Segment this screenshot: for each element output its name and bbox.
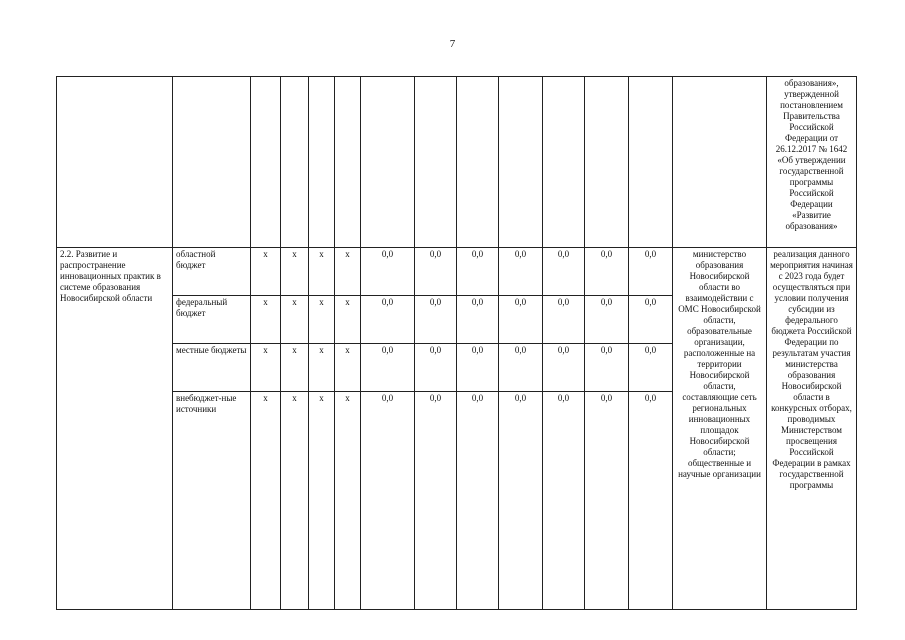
mark-cell: x	[309, 248, 335, 296]
value-cell: 0,0	[543, 248, 585, 296]
item-name-cell: 2.2. Развитие и распространение инновационных практик в системе образования Новосибирской области	[57, 248, 173, 610]
value-cell: 0,0	[585, 344, 629, 392]
funding-source-cell: местные бюджеты	[173, 344, 251, 392]
executor-cell: министерство образования Новосибирской области во взаимодействии с ОМС Новосибирской области, образовательные организации, расположенные на территории Новосибирской области, составляющие сеть региональных инновационных площадок Новосибирской области; общественные и научные организации	[673, 248, 767, 610]
value-cell: 0,0	[361, 392, 415, 610]
mark-cell: x	[251, 392, 281, 610]
value-cell: 0,0	[543, 344, 585, 392]
value-cell: 0,0	[415, 296, 457, 344]
value-cell: 0,0	[361, 296, 415, 344]
value-cell: 0,0	[361, 248, 415, 296]
mark-cell: x	[335, 392, 361, 610]
mark-cell: x	[309, 344, 335, 392]
value-cell: 0,0	[499, 344, 543, 392]
mark-cell: x	[281, 344, 309, 392]
mark-cell: x	[251, 296, 281, 344]
page-number: 7	[449, 38, 456, 50]
mark-cell: x	[281, 248, 309, 296]
continuation-note-cell: образования», утвержденной постановлением Правительства Российской Федерации от 26.12.2017 № 1642 «Об утверждении государственной программы Российской Федерации «Развитие образования»	[767, 77, 857, 248]
value-cell: 0,0	[457, 344, 499, 392]
mark-cell: x	[251, 344, 281, 392]
value-cell: 0,0	[457, 296, 499, 344]
value-cell: 0,0	[499, 296, 543, 344]
mark-cell: x	[281, 392, 309, 610]
value-cell: 0,0	[585, 392, 629, 610]
value-cell: 0,0	[629, 392, 673, 610]
mark-cell: x	[335, 248, 361, 296]
value-cell: 0,0	[585, 296, 629, 344]
table-row	[57, 248, 857, 296]
funding-source-cell: областной бюджет	[173, 248, 251, 296]
value-cell: 0,0	[415, 344, 457, 392]
value-cell: 0,0	[499, 392, 543, 610]
value-cell: 0,0	[543, 392, 585, 610]
mark-cell: x	[335, 344, 361, 392]
value-cell: 0,0	[629, 248, 673, 296]
value-cell: 0,0	[585, 248, 629, 296]
mark-cell: x	[251, 248, 281, 296]
funding-source-cell: федеральный бюджет	[173, 296, 251, 344]
value-cell: 0,0	[457, 392, 499, 610]
program-table	[56, 76, 857, 610]
value-cell: 0,0	[415, 392, 457, 610]
mark-cell: x	[335, 296, 361, 344]
value-cell: 0,0	[415, 248, 457, 296]
mark-cell: x	[309, 296, 335, 344]
mark-cell: x	[309, 392, 335, 610]
mark-cell: x	[281, 296, 309, 344]
value-cell: 0,0	[499, 248, 543, 296]
value-cell: 0,0	[361, 344, 415, 392]
value-cell: 0,0	[457, 248, 499, 296]
value-cell: 0,0	[629, 296, 673, 344]
note-cell: реализация данного мероприятия начиная с 2023 года будет осуществляться при условии получения субсидии из федерального бюджета Российской Федерации по результатам участия министерства образования Новосибирской области в конкурсных отборах, проводимых Министерством просвещения Российской Федерации в рамках государственной программы	[767, 248, 857, 610]
value-cell: 0,0	[629, 344, 673, 392]
continuation-row	[57, 77, 857, 248]
value-cell: 0,0	[543, 296, 585, 344]
funding-source-cell: внебюджет-ные источники	[173, 392, 251, 610]
